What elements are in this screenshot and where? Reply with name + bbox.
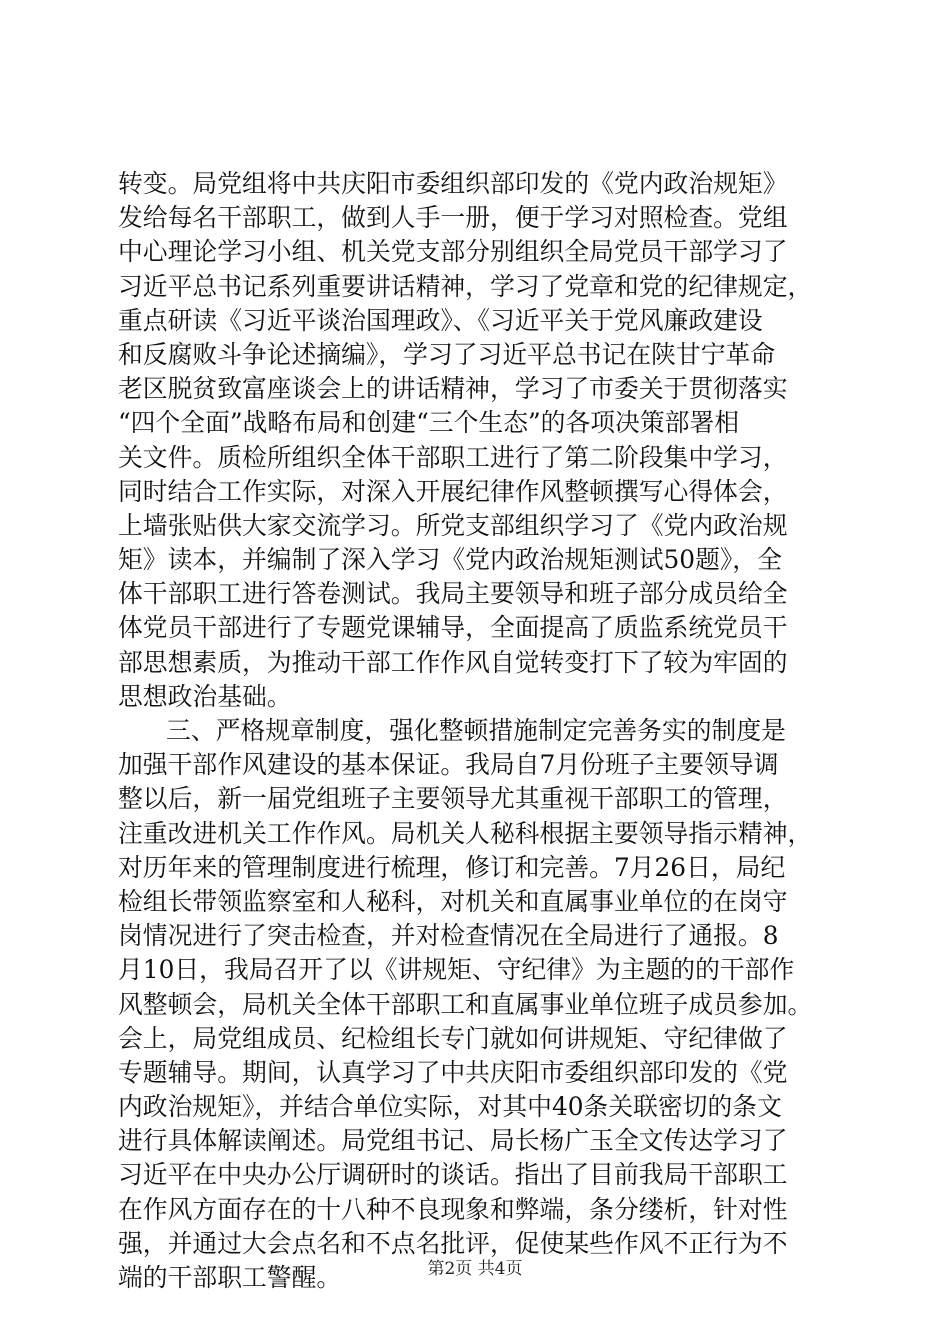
text-line: 上墙张贴供大家交流学习。所党支部组织学习了《党内政治规 xyxy=(118,510,788,540)
text-line: 专题辅导。期间，认真学习了中共庆阳市委组织部印发的《党 xyxy=(118,1057,788,1087)
text-line: 风整顿会，局机关全体干部职工和直属事业单位班子成员参加。 xyxy=(118,989,813,1019)
text-line: 岗情况进行了突击检查，并对检查情况在全局进行了通报。8 xyxy=(118,921,779,951)
text-line: 部思想素质，为推动干部工作作风自觉转变打下了较为牢固的 xyxy=(118,647,788,677)
text-line: 和反腐败斗争论述摘编》，学习了习近平总书记在陕甘宁革命 xyxy=(118,339,776,369)
section-heading-line: 三、严格规章制度，强化整顿措施制定完善务实的制度是 xyxy=(166,716,786,745)
text-line: 中心理论学习小组、机关党支部分别组织全局党员干部学习了 xyxy=(118,237,788,267)
text-line: 注重改进机关工作作风。局机关人秘科根据主要领导指示精神， xyxy=(118,818,813,848)
text-line: 矩》读本，并编制了深入学习《党内政治规矩测试50题》，全 xyxy=(118,545,782,575)
text-line: 同时结合工作实际，对深入开展纪律作风整顿撰写心得体会， xyxy=(118,476,788,506)
body-text xyxy=(118,167,838,1295)
text-line: 进行具体解读阐述。局党组书记、局长杨广玉全文传达学习了 xyxy=(118,1126,788,1156)
text-line: 整以后，新一届党组班子主要领导尤其重视干部职工的管理， xyxy=(118,784,788,814)
text-line: 思想政治基础。 xyxy=(118,681,292,711)
text-line: “四个全面”战略布局和创建“三个生态”的各项决策部署相 xyxy=(118,408,740,438)
text-line: 月10日，我局召开了以《讲规矩、守纪律》为主题的的干部作 xyxy=(118,955,795,985)
text-line: 检组长带领监察室和人秘科，对机关和直属事业单位的在岗守 xyxy=(118,886,788,916)
text-line: 发给每名干部职工，做到人手一册，便于学习对照检查。党组 xyxy=(118,203,788,233)
text-line: 习近平总书记系列重要讲话精神，学习了党章和党的纪律规定， xyxy=(118,271,813,301)
page-footer: 第2页 共4页 xyxy=(427,1259,523,1279)
text-line: 老区脱贫致富座谈会上的讲话精神，学习了市委关于贯彻落实 xyxy=(118,374,788,404)
text-line: 加强干部作风建设的基本保证。我局自7月份班子主要领导调 xyxy=(118,750,779,780)
text-line: 体党员干部进行了专题党课辅导，全面提高了质监系统党员干 xyxy=(118,613,788,643)
text-line: 在作风方面存在的十八种不良现象和弊端，条分缕析，针对性 xyxy=(118,1194,788,1224)
text-line: 转变。局党组将中共庆阳市委组织部印发的《党内政治规矩》 xyxy=(118,169,788,198)
text-line: 关文件。质检所组织全体干部职工进行了第二阶段集中学习， xyxy=(118,442,788,472)
text-line: 内政治规矩》，并结合单位实际，对其中40条关联密切的条文 xyxy=(118,1092,782,1122)
text-line: 强，并通过大会点名和不点名批评，促使某些作风不正行为不 xyxy=(118,1228,788,1258)
text-line: 会上，局党组成员、纪检组长专门就如何讲规矩、守纪律做了 xyxy=(118,1023,788,1053)
text-line: 习近平在中央办公厅调研时的谈话。指出了目前我局干部职工 xyxy=(118,1160,788,1190)
text-line: 体干部职工进行答卷测试。我局主要领导和班子部分成员给全 xyxy=(118,579,788,609)
text-line: 对历年来的管理制度进行梳理，修订和完善。7月26日，局纪 xyxy=(118,852,786,882)
text-line: 重点研读《习近平谈治国理政》、《习近平关于党风廉政建设 xyxy=(118,305,763,335)
text-line: 端的干部职工警醒。 xyxy=(118,1263,342,1292)
